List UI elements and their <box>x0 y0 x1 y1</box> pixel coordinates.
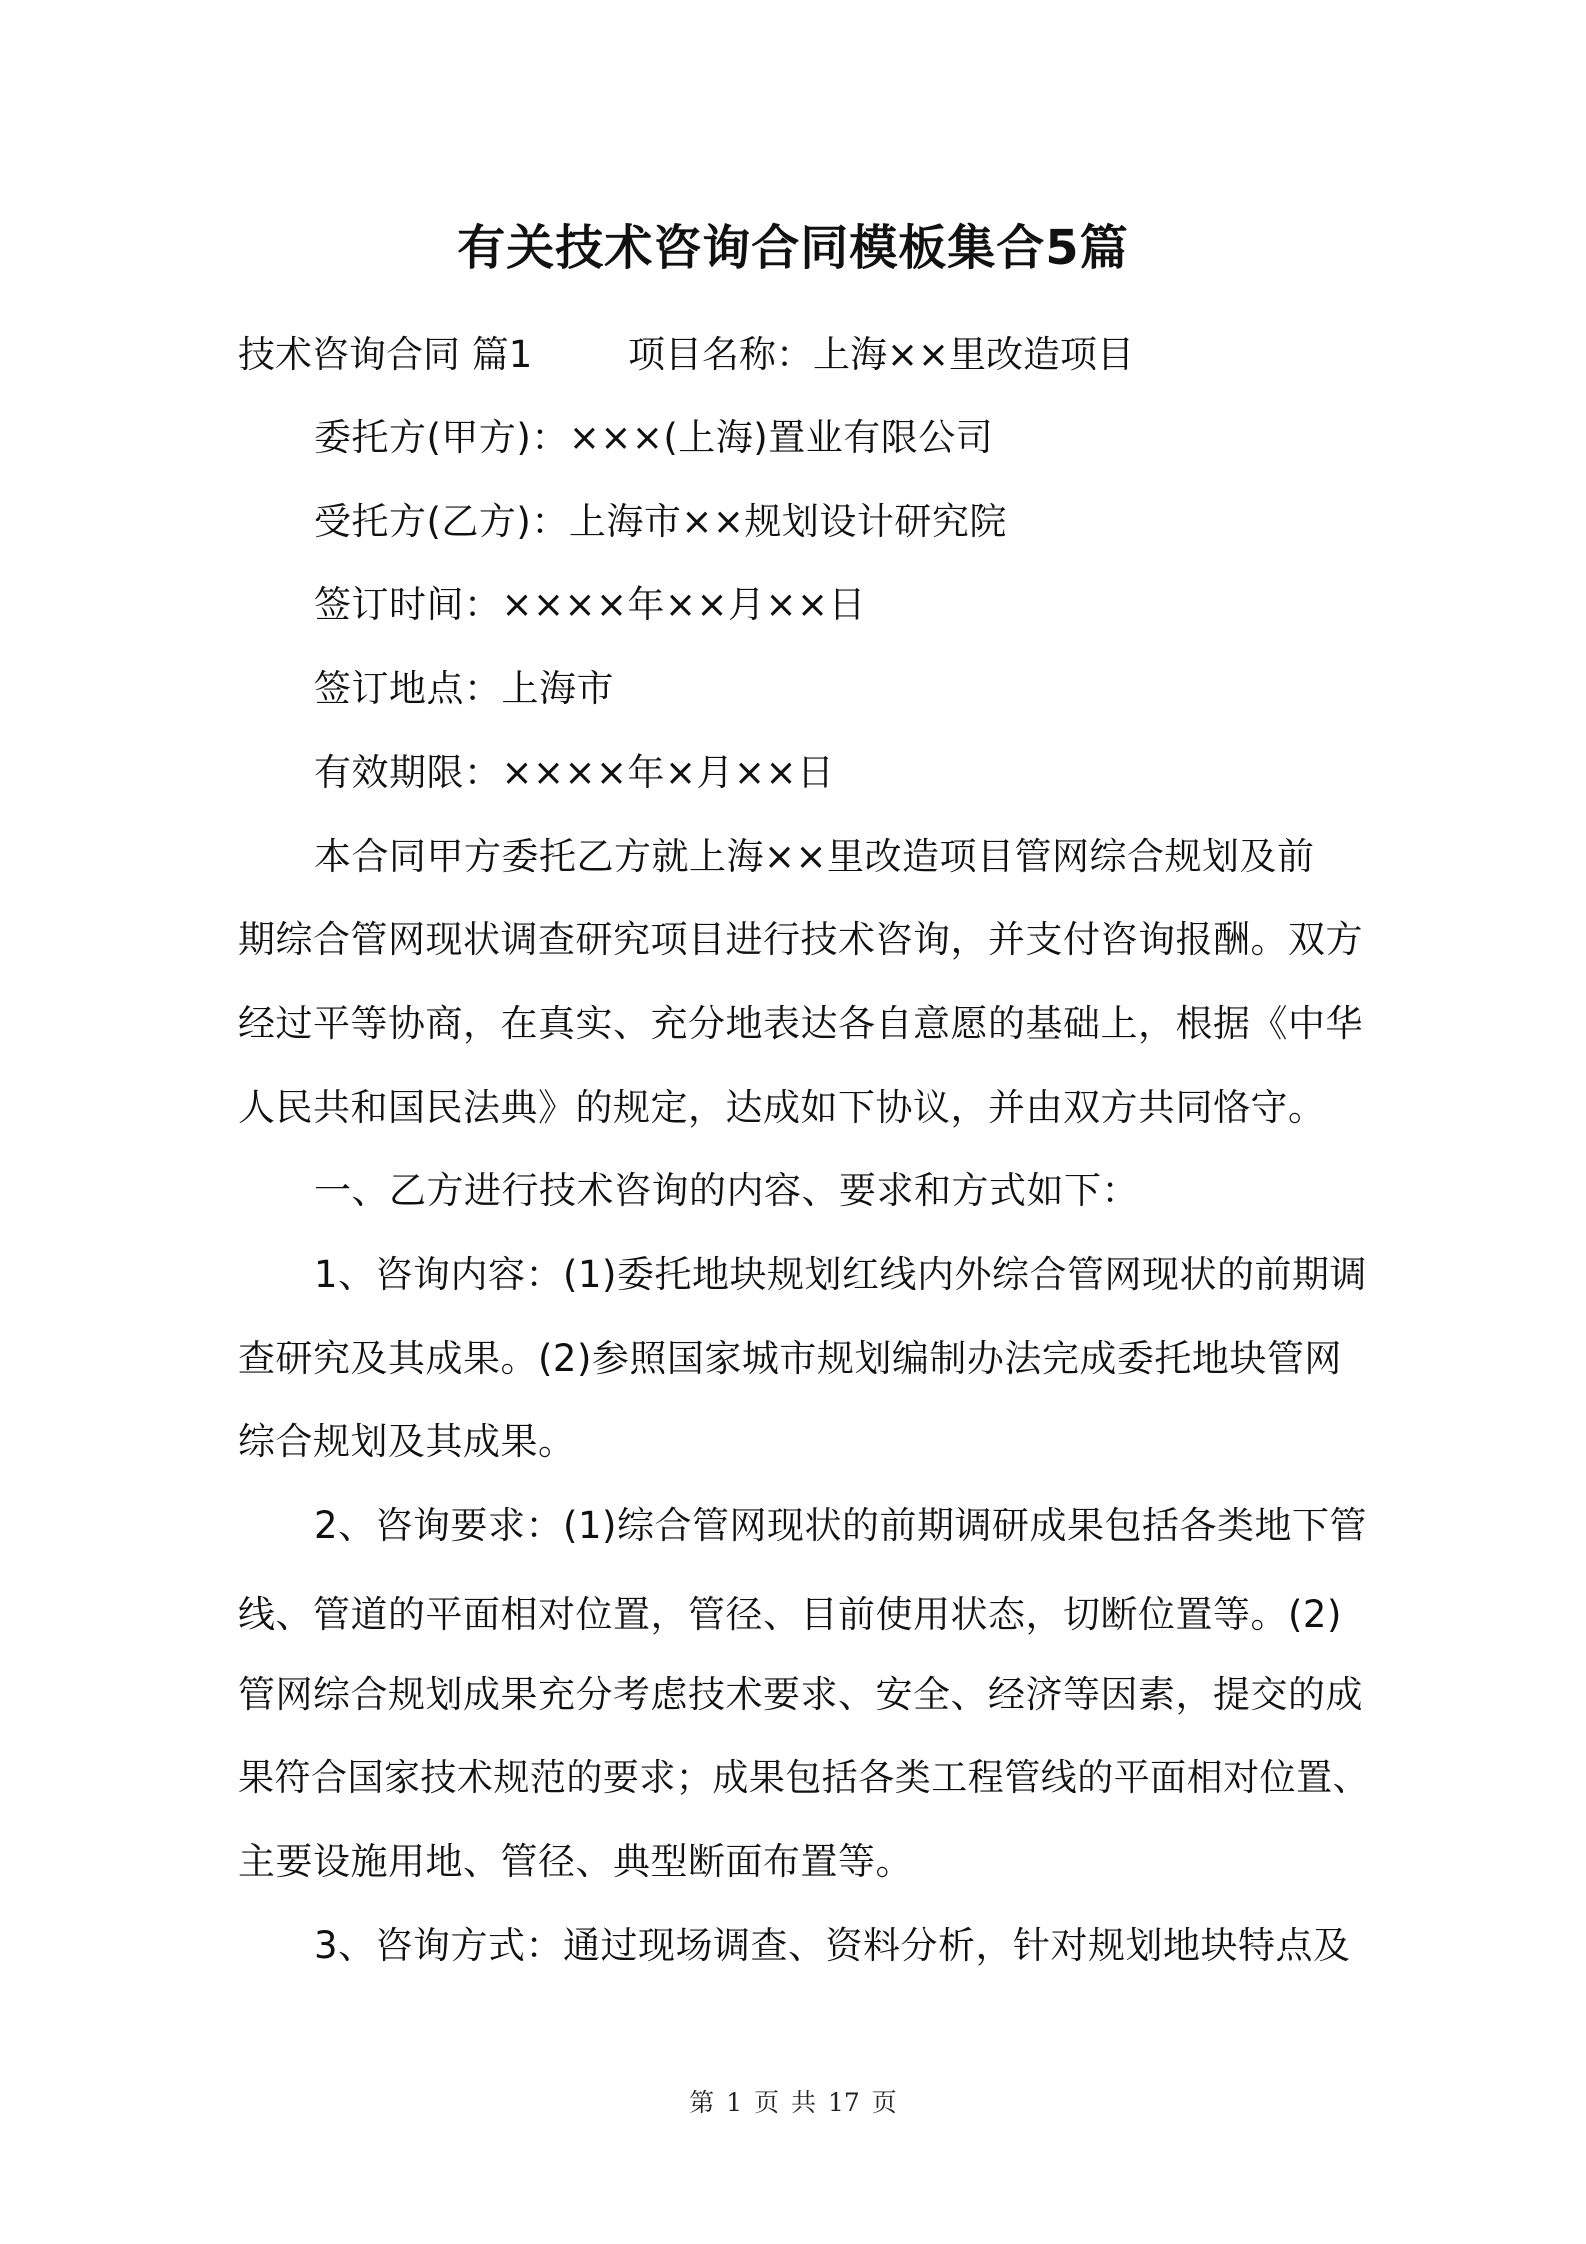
body-text-line: 查研究及其成果。(2)参照国家城市规划编制办法完成委托地块管网 <box>238 1337 1342 1380</box>
body-text-line: 3、咨询方式：通过现场调查、资料分析，针对规划地块特点及 <box>314 1924 1351 1967</box>
body-text-line: 果符合国家技术规范的要求；成果包括各类工程管线的平面相对位置、 <box>238 1756 1370 1799</box>
project-name: 项目名称：上海××里改造项目 <box>628 333 1135 376</box>
body-text-line: 线、管道的平面相对位置，管径、目前使用状态，切断位置等。(2) <box>238 1593 1342 1636</box>
body-text-line: 本合同甲方委托乙方就上海××里改造项目管网综合规划及前 <box>314 835 1315 878</box>
signing-place: 签订地点：上海市 <box>314 667 614 710</box>
page-number: 第 1 页 共 17 页 <box>689 2088 897 2117</box>
body-text-line: 1、咨询内容：(1)委托地块规划红线内外综合管网现状的前期调 <box>314 1253 1367 1296</box>
body-text-line: 管网综合规划成果充分考虑技术要求、安全、经济等因素，提交的成 <box>238 1673 1363 1716</box>
signing-date: 签订时间：××××年××月××日 <box>314 583 867 626</box>
document-title: 有关技术咨询合同模板集合5篇 <box>457 220 1129 276</box>
validity-period: 有效期限：××××年×月××日 <box>314 751 835 794</box>
client-party: 委托方(甲方)：×××(上海)置业有限公司 <box>314 416 994 459</box>
body-text-line: 人民共和国民法典》的规定，达成如下协议，并由双方共同恪守。 <box>238 1086 1326 1129</box>
body-text-line: 综合规划及其成果。 <box>238 1420 576 1463</box>
body-text-line: 经过平等协商，在真实、充分地表达各自意愿的基础上，根据《中华 <box>238 1002 1363 1045</box>
section-heading: 一、乙方进行技术咨询的内容、要求和方式如下： <box>314 1169 1139 1212</box>
contract-heading: 技术咨询合同 篇1 <box>238 333 533 376</box>
contractor-party: 受托方(乙方)：上海市××规划设计研究院 <box>314 500 1007 543</box>
body-text-line: 期综合管网现状调查研究项目进行技术咨询，并支付咨询报酬。双方 <box>238 918 1363 961</box>
body-text-line: 2、咨询要求：(1)综合管网现状的前期调研成果包括各类地下管 <box>314 1504 1367 1547</box>
body-text-line: 主要设施用地、管径、典型断面布置等。 <box>238 1840 913 1883</box>
